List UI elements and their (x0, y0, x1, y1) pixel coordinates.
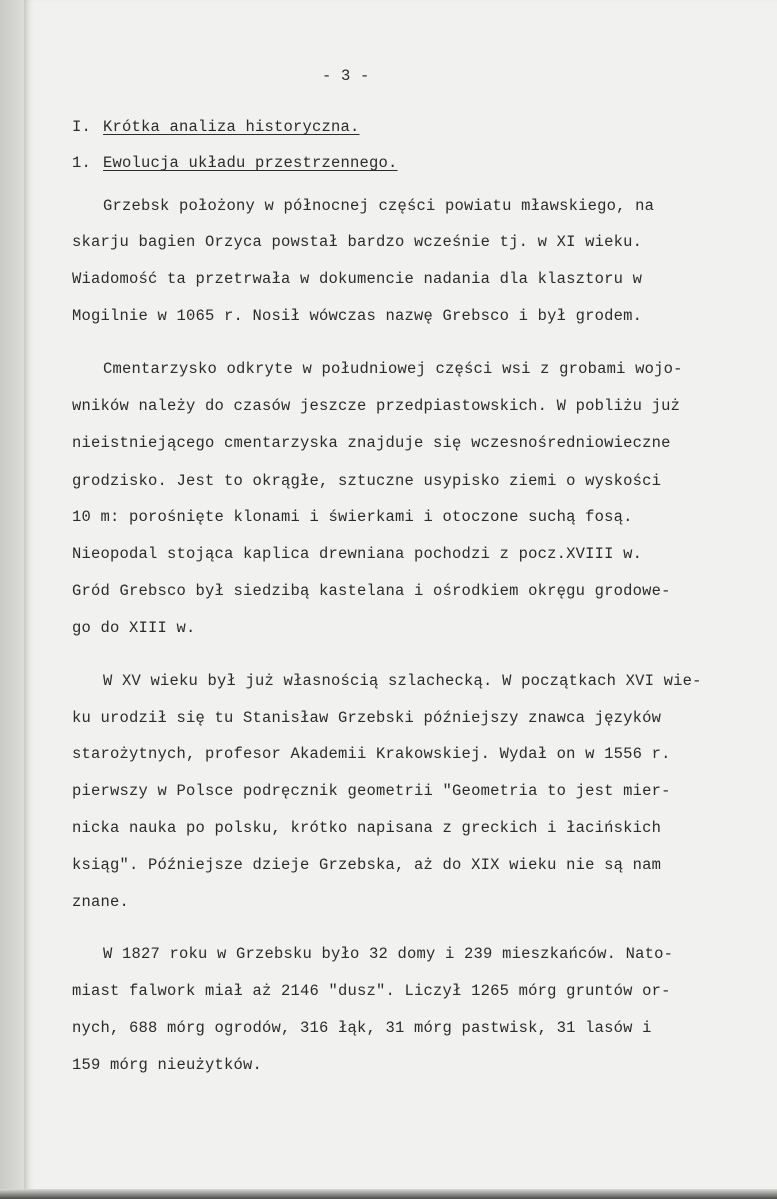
text-line-21: miast falwork miał aż 2146 "dusz". Liczył 1265 mórg gruntów or- (72, 982, 671, 1000)
left-page-edge (0, 0, 24, 1199)
text-line-18: ksiąg". Późniejsze dzieje Grzebska, aż do XIX wieku nie są nam (72, 856, 662, 874)
heading-2-number: 1. (72, 154, 92, 172)
text-line-8: grodzisko. Jest to okrągłe, sztuczne usypisko ziemi o wyskości (72, 472, 662, 490)
text-line-14: ku urodził się tu Stanisław Grzebski późniejszy znawca języków (72, 709, 662, 727)
text-line-6: wników należy do czasów jeszcze przedpiastowskich. W pobliżu już (72, 397, 681, 415)
text-line-11: Gród Grebsco był siedzibą kastelana i ośrodkiem okręgu grodowe- (72, 582, 671, 600)
text-line-10: Nieopodal stojąca kaplica drewniana pochodzi z pocz.XVIII w. (72, 545, 643, 563)
heading-2-title: Ewolucja układu przestrzennego. (103, 154, 398, 172)
text-line-2: skarju bagien Orzyca powstał bardzo wcześnie tj. w XI wieku. (72, 233, 643, 251)
text-line-12: go do XIII w. (72, 619, 196, 637)
text-line-3: Wiadomość ta przetrwała w dokumencie nadania dla klasztoru w (72, 270, 643, 288)
text-line-20: W 1827 roku w Grzebsku było 32 domy i 239 mieszkańców. Nato- (103, 945, 674, 963)
heading-1-title: Krótka analiza historyczna. (103, 118, 360, 136)
text-line-13: W XV wieku był już własnością szlachecką. W początkach XVI wie- (103, 672, 702, 690)
text-line-15: starożytnych, profesor Akademii Krakowskiej. Wydał on w 1556 r. (72, 745, 671, 763)
heading-1-number: I. (72, 118, 92, 136)
text-line-16: pierwszy w Polsce podręcznik geometrii "Geometria to jest mier- (72, 782, 671, 800)
text-line-9: 10 m: porośnięte klonami i świerkami i otoczone suchą fosą. (72, 508, 633, 526)
text-line-1: Grzebsk położony w północnej części powiatu mławskiego, na (103, 197, 655, 215)
text-line-7: nieistniejącego cmentarzyska znajduje się wczesnośredniowieczne (72, 434, 671, 452)
text-line-17: nicka nauka po polsku, krótko napisana z greckich i łacińskich (72, 819, 662, 837)
text-line-5: Cmentarzysko odkryte w południowej części wsi z grobami wojo- (103, 360, 683, 378)
text-line-22: nych, 688 mórg ogrodów, 316 łąk, 31 mórg pastwisk, 31 lasów i (72, 1019, 652, 1037)
text-line-23: 159 mórg nieużytków. (72, 1056, 263, 1074)
page-number: - 3 - (322, 67, 370, 85)
text-line-4: Mogilnie w 1065 r. Nosił wówczas nazwę Grebsco i był grodem. (72, 307, 643, 325)
bottom-page-edge (0, 1189, 777, 1199)
text-line-19: znane. (72, 893, 130, 911)
